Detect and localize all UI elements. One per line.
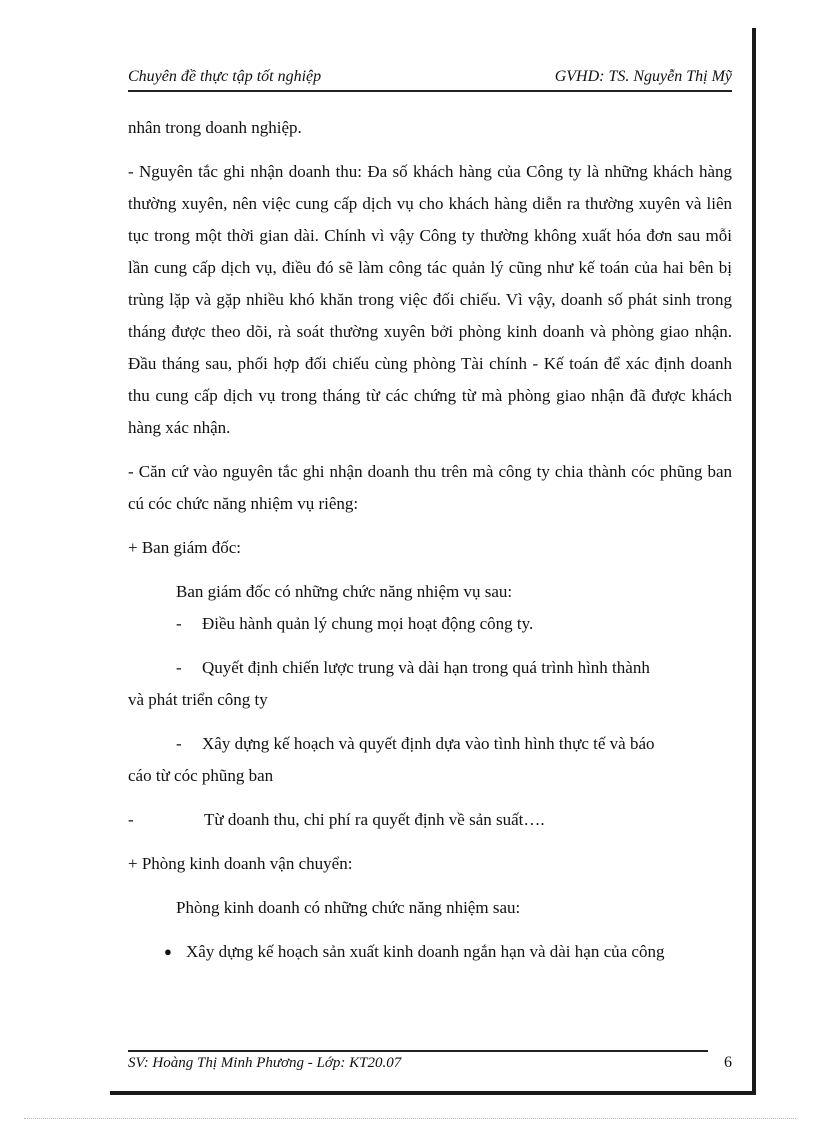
dash-mark: -: [128, 810, 134, 829]
list-item-continuation: và phát triển công ty: [128, 690, 268, 709]
bottom-dotted-rule: [24, 1118, 796, 1119]
list-item-text: Quyết định chiến lược trung và dài hạn trong quá trình hình thành: [202, 658, 650, 677]
list-item-text: Xây dựng kế hoạch và quyết định dựa vào tình hình thực tế và báo: [202, 734, 655, 753]
list-item-text: Từ doanh thu, chi phí ra quyết định về sản suất….: [204, 810, 545, 829]
page-number: 6: [724, 1054, 732, 1071]
list-item: [128, 936, 732, 968]
page-footer: [128, 1054, 732, 1072]
heading-sales-transport: + Phòng kinh doanh vận chuyển:: [128, 854, 353, 873]
dash-mark: -: [176, 614, 182, 633]
list-item-text: Xây dựng kế hoạch sản xuất kinh doanh ngắn hạn và dài hạn của công: [186, 942, 665, 961]
footer-divider: [128, 1050, 708, 1052]
page-header: [128, 68, 732, 92]
dash-mark: -: [176, 658, 182, 677]
paragraph-continuation: nhân trong doanh nghiệp.: [128, 118, 302, 137]
header-left-title: Chuyên đề thực tập tốt nghiệp: [128, 68, 322, 85]
header-right-supervisor: GVHD: TS. Nguyễn Thị Mỹ: [554, 68, 732, 85]
list-item: [128, 728, 732, 760]
paragraph-sales-duties: Phòng kinh doanh có những chức năng nhiệm sau:: [176, 898, 521, 917]
paragraph-board-duties: Ban giám đốc có những chức năng nhiệm vụ sau:: [176, 582, 513, 601]
list-item-continuation: cáo từ cóc phũng ban: [128, 766, 274, 785]
paragraph-departments: - Căn cứ vào nguyên tắc ghi nhận doanh thu trên mà công ty chia thành cóc phũng ban cú cóc chức năng nhiệm vụ riêng:: [128, 462, 732, 513]
list-item: [128, 608, 732, 640]
dash-mark: -: [176, 734, 182, 753]
list-item-text: Điều hành quản lý chung mọi hoạt động công ty.: [202, 614, 534, 633]
bullet-mark: ●: [164, 944, 172, 959]
footer-author: SV: Hoàng Thị Minh Phương - Lớp: KT20.07: [128, 1055, 402, 1071]
list-item: [128, 804, 732, 836]
heading-board-of-directors: + Ban giám đốc:: [128, 538, 241, 557]
document-body: [128, 112, 732, 968]
list-item: [128, 652, 732, 684]
paragraph-revenue-principle: - Nguyên tắc ghi nhận doanh thu: Đa số khách hàng của Công ty là những khách hàng thường xuyên, nên việc cung cấp dịch vụ cho khách hàng diễn ra thường xuyên và liên tục trong một thời gian dài. Chính vì vậy Công ty thường không xuất hóa đơn sau mỗi lần cung cấp dịch vụ, điều đó sẽ làm công tác quản lý cũng như kế toán của hai bên bị trùng lặp và gặp nhiều khó khăn trong việc đối chiếu. Vì vậy, doanh số phát sinh trong tháng được theo dõi, rà soát thường xuyên bởi phòng kinh doanh và phòng giao nhận. Đầu tháng sau, phối hợp đối chiếu cùng phòng Tài chính - Kế toán để xác định doanh thu cung cấp dịch vụ trong tháng từ các chứng từ mà phòng giao nhận đã được khách hàng xác nhận.: [128, 162, 732, 437]
